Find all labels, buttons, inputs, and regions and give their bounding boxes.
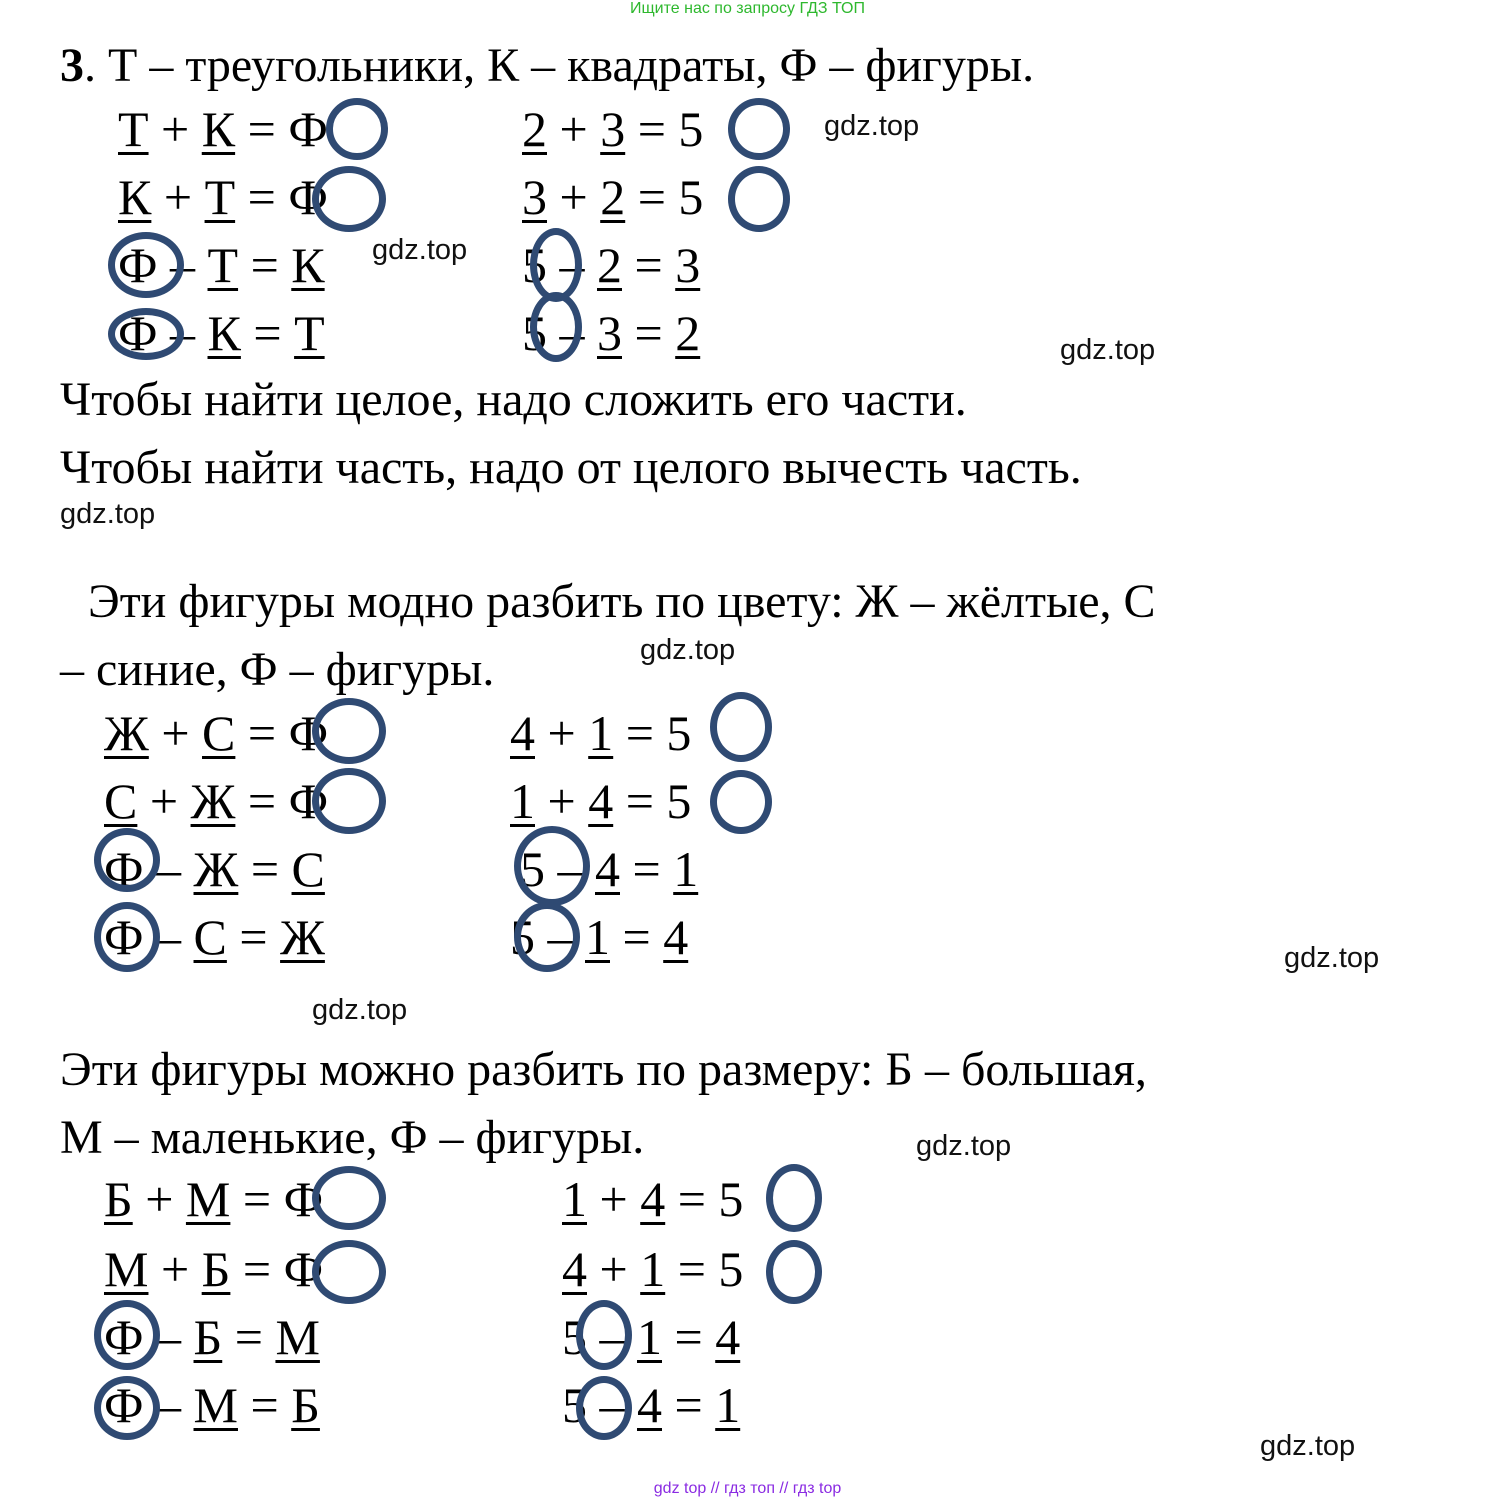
circle-mark	[326, 98, 388, 160]
s2-right-eq-0: 4 + 1 = 5	[510, 705, 692, 761]
watermark: gdz.top	[60, 498, 156, 530]
s1-right-eq-0: 2 + 3 = 5	[522, 101, 704, 157]
circle-mark	[108, 232, 184, 298]
s2-right-eq-2: 5 – 4 = 1	[520, 841, 699, 897]
footer-links[interactable]: gdz top // гдз топ // гдз top	[653, 1480, 842, 1497]
s3-right-eq-2: 5 – 1 = 4	[562, 1309, 741, 1365]
rule-whole: Чтобы найти целое, надо сложить его части.	[60, 373, 967, 426]
circle-mark	[530, 292, 582, 362]
s1-left-eq-2: Ф – Т = К	[118, 237, 325, 293]
s2-left-eq-1: С + Ж = Ф	[104, 773, 329, 829]
s3-left-eq-3: Ф – М = Б	[104, 1377, 320, 1433]
section1-heading-text: . Т – треугольники, К – квадраты, Ф – фигуры.	[84, 39, 1035, 92]
section3-line2: М – маленькие, Ф – фигуры.	[60, 1111, 645, 1164]
circle-mark	[710, 692, 772, 762]
watermark: gdz.top	[1060, 334, 1156, 366]
watermark: gdz.top	[1284, 942, 1380, 974]
s3-left-eq-0: Б + М = Ф	[104, 1171, 324, 1227]
circle-mark	[312, 166, 386, 232]
section1-heading	[60, 38, 1034, 94]
watermark: gdz.top	[916, 1130, 1012, 1162]
s1-left-eq-0: Т + К = Ф	[118, 101, 328, 157]
s3-left-eq-1: М + Б = Ф	[104, 1241, 324, 1297]
section2-line1: Эти фигуры модно разбить по цвету: Ж – жёлтые, С	[88, 575, 1156, 628]
circle-mark	[710, 770, 772, 834]
section2-line2: – синие, Ф – фигуры.	[60, 643, 495, 696]
top-banner[interactable]: Ищите нас по запросу ГДЗ ТОП	[630, 0, 865, 17]
circle-mark	[312, 1166, 386, 1230]
s3-right-eq-0: 1 + 4 = 5	[562, 1171, 744, 1227]
circle-mark	[108, 308, 184, 360]
circle-mark	[766, 1164, 822, 1232]
watermark: gdz.top	[640, 634, 736, 666]
circle-mark	[94, 1376, 160, 1440]
watermark: gdz.top	[1260, 1430, 1356, 1462]
watermark: gdz.top	[824, 110, 920, 142]
circle-mark	[514, 826, 590, 906]
s3-right-eq-1: 4 + 1 = 5	[562, 1241, 744, 1297]
s1-left-eq-3: Ф – К = Т	[118, 305, 325, 361]
circle-mark	[312, 698, 386, 764]
s2-right-eq-1: 1 + 4 = 5	[510, 773, 692, 829]
task-number: 3	[60, 39, 84, 92]
s2-left-eq-0: Ж + С = Ф	[104, 705, 329, 761]
s3-right-eq-3: 5 – 4 = 1	[562, 1377, 741, 1433]
circle-mark	[728, 98, 790, 160]
section3-line1: Эти фигуры можно разбить по размеру: Б – большая,	[60, 1043, 1147, 1096]
circle-mark	[312, 768, 386, 834]
circle-mark	[94, 1300, 160, 1370]
circle-mark	[530, 228, 582, 302]
circle-mark	[766, 1240, 822, 1304]
circle-mark	[728, 166, 790, 232]
circle-mark	[514, 902, 580, 972]
circle-mark	[576, 1300, 632, 1370]
s2-left-eq-3: Ф – С = Ж	[104, 909, 325, 965]
s1-right-eq-2: 5 – 2 = 3	[522, 237, 701, 293]
circle-mark	[312, 1240, 386, 1304]
s1-right-eq-1: 3 + 2 = 5	[522, 169, 704, 225]
s3-left-eq-2: Ф – Б = М	[104, 1309, 320, 1365]
rule-part: Чтобы найти часть, надо от целого вычесть часть.	[60, 441, 1082, 494]
circle-mark	[94, 828, 160, 892]
watermark: gdz.top	[372, 234, 468, 266]
circle-mark	[94, 902, 160, 972]
s2-left-eq-2: Ф – Ж = С	[104, 841, 325, 897]
s1-left-eq-1: К + Т = Ф	[118, 169, 328, 225]
watermark: gdz.top	[312, 994, 408, 1026]
circle-mark	[576, 1376, 632, 1440]
s2-right-eq-3: 5 – 1 = 4	[510, 909, 689, 965]
s1-right-eq-3: 5 – 3 = 2	[522, 305, 701, 361]
